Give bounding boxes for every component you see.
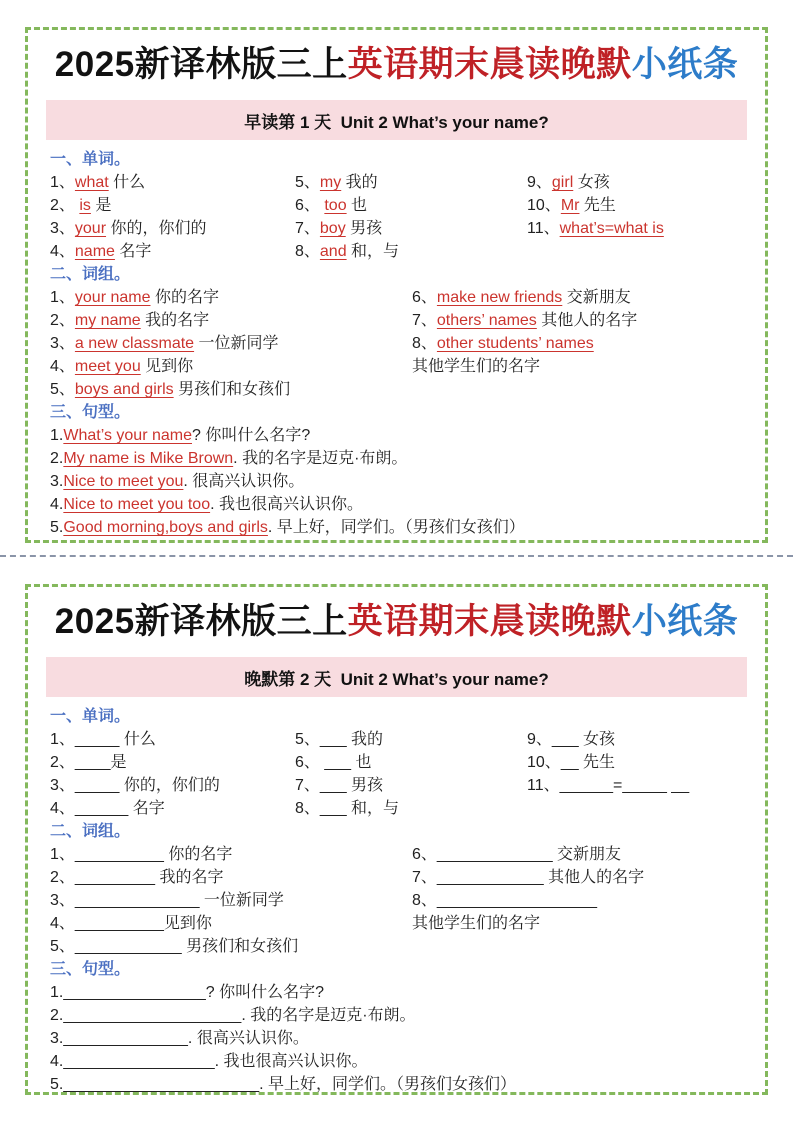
section-words-label: 一、单词。 xyxy=(50,151,131,168)
item-chinese: 我的名字是迈克·布朗。 xyxy=(245,1007,416,1024)
word-item xyxy=(527,217,755,240)
word-item xyxy=(50,171,295,194)
answer-blank: _________________ xyxy=(63,1053,215,1070)
sentence-item xyxy=(50,470,755,493)
item-number: 6、 xyxy=(295,754,325,771)
item-punct: . xyxy=(233,450,238,467)
item-chinese: 男孩们和女孩们 xyxy=(173,381,291,398)
item-number: 2. xyxy=(50,450,64,467)
item-number: 7、 xyxy=(295,220,320,237)
item-chinese: 我的名字是迈克·布朗。 xyxy=(237,450,408,467)
item-english: My name is Mike Brown xyxy=(63,450,234,467)
answer-blank: ____________________ xyxy=(63,1007,242,1024)
item-chinese: 女孩 xyxy=(578,731,616,748)
item-chinese: 是 xyxy=(110,754,127,771)
page-cut-divider xyxy=(0,555,793,557)
word-column-2 xyxy=(295,728,527,820)
phrase-column-2 xyxy=(412,843,755,958)
item-chinese: 其他学生们的名字 xyxy=(412,358,541,375)
page-title xyxy=(28,42,765,88)
word-item xyxy=(295,171,527,194)
phrase-item xyxy=(50,355,412,378)
item-chinese: 很高兴认识你。 xyxy=(187,473,305,490)
item-chinese: 也 xyxy=(346,197,368,214)
word-item xyxy=(295,774,527,797)
unit-banner: 晚默第 2 天 Unit 2 What’s your name? xyxy=(46,657,747,697)
sentence-list xyxy=(50,981,755,1095)
word-column-3 xyxy=(527,171,755,263)
item-chinese: 和，与 xyxy=(346,243,400,260)
word-item xyxy=(527,774,755,797)
item-number: 3、 xyxy=(50,777,75,794)
item-english: girl xyxy=(551,174,574,191)
item-number: 6、 xyxy=(412,846,437,863)
item-punct: ? xyxy=(192,427,201,444)
sentence-item xyxy=(50,493,755,516)
item-chinese: 你叫什么名字? xyxy=(200,427,311,444)
phrase-item xyxy=(50,286,412,309)
answer-blank: ___ xyxy=(324,754,352,771)
word-item xyxy=(527,728,755,751)
phrase-item xyxy=(412,866,755,889)
item-chinese: 你的名字 xyxy=(150,289,219,306)
item-chinese: 我的名字 xyxy=(155,869,224,886)
item-number: 3、 xyxy=(50,892,75,909)
word-item xyxy=(295,194,527,217)
phrase-item xyxy=(50,378,412,401)
sheet-content xyxy=(28,705,765,1095)
item-punct: . xyxy=(241,1007,246,1024)
answer-blank: ______ xyxy=(74,800,129,817)
item-number: 2. xyxy=(50,1007,64,1024)
item-english: my xyxy=(319,174,342,191)
item-punct: ? xyxy=(205,984,215,1001)
answer-blank: ______________ xyxy=(63,1030,188,1047)
item-english: what xyxy=(74,174,109,191)
title-subject: 英语期末晨读晚默 xyxy=(347,45,632,84)
item-chinese: 你的，你们的 xyxy=(106,220,207,237)
item-number: 11、 xyxy=(527,777,560,794)
item-chinese: 一位新同学 xyxy=(199,892,284,909)
phrase-list xyxy=(50,843,755,958)
item-english: what’s=what is xyxy=(559,220,664,237)
item-chinese: 交新朋友 xyxy=(552,846,622,863)
item-english: my name xyxy=(74,312,141,329)
item-chinese: 早上好，同学们。（男孩们女孩们） xyxy=(272,519,525,536)
answer-blank: ______________________ xyxy=(63,1076,260,1093)
item-chinese: 见到你 xyxy=(163,915,212,932)
item-english: your name xyxy=(74,289,151,306)
sentence-item xyxy=(50,1027,755,1050)
answer-blank: __________ xyxy=(74,915,164,932)
answer-blank: ___ xyxy=(319,777,347,794)
item-number: 1. xyxy=(50,427,64,444)
word-item xyxy=(295,728,527,751)
item-english: boys and girls xyxy=(74,381,174,398)
phrase-item xyxy=(412,889,755,912)
item-chinese: 是 xyxy=(90,197,112,214)
item-number: 8、 xyxy=(295,800,320,817)
item-number: 4. xyxy=(50,1053,64,1070)
item-number: 1、 xyxy=(50,174,75,191)
phrase-item-continuation xyxy=(412,355,755,378)
section-phrases-label: 二、词组。 xyxy=(50,266,131,283)
item-chinese: 女孩 xyxy=(573,174,610,191)
answer-blank: ___ xyxy=(319,800,347,817)
item-chinese: 见到你 xyxy=(140,358,194,375)
item-chinese: 先生 xyxy=(578,754,616,771)
item-punct: . xyxy=(214,1053,220,1070)
item-punct: . xyxy=(259,1076,264,1093)
section-sentences-label: 三、句型。 xyxy=(50,404,131,421)
item-chinese: 交新朋友 xyxy=(562,289,631,306)
item-punct: . xyxy=(187,1030,193,1047)
answer-blank: _________ xyxy=(74,869,155,886)
item-number: 1、 xyxy=(50,846,75,863)
sentence-list xyxy=(50,424,755,539)
word-item xyxy=(50,240,295,263)
phrase-item xyxy=(50,843,412,866)
item-number: 2、 xyxy=(50,869,75,886)
item-number: 3、 xyxy=(50,335,75,352)
item-number: 5、 xyxy=(295,731,320,748)
word-item xyxy=(527,171,755,194)
title-note-type: 小纸条 xyxy=(631,602,739,641)
item-chinese: 我的名字 xyxy=(140,312,210,329)
item-english: make new friends xyxy=(436,289,563,306)
item-number: 10、 xyxy=(527,754,561,771)
item-number: 6、 xyxy=(412,289,437,306)
item-english: boy xyxy=(319,220,346,237)
sheet-evening-dictation xyxy=(25,584,768,1095)
sheet-morning-reading xyxy=(25,27,768,543)
item-number: 9、 xyxy=(527,731,552,748)
item-number: 9、 xyxy=(527,174,552,191)
word-item xyxy=(295,240,527,263)
title-edition: 2025新译林版三上 xyxy=(54,602,348,641)
item-punct: . xyxy=(210,496,215,513)
phrase-item xyxy=(412,309,755,332)
item-english: Mr xyxy=(560,197,580,214)
item-chinese: 早上好，同学们。（男孩们女孩们） xyxy=(263,1076,517,1093)
item-number: 4、 xyxy=(50,915,75,932)
item-english: name xyxy=(74,243,115,260)
answer-blank: ________________ xyxy=(63,984,206,1001)
item-english: is xyxy=(79,197,91,214)
item-chinese: 男孩 xyxy=(345,220,383,237)
word-column-1 xyxy=(50,728,295,820)
phrase-column-2 xyxy=(412,286,755,401)
word-item xyxy=(295,797,527,820)
phrase-item xyxy=(50,889,412,912)
item-number: 4、 xyxy=(50,243,75,260)
item-number: 7、 xyxy=(295,777,320,794)
item-number: 5、 xyxy=(50,381,75,398)
item-chinese: 我也很高兴认识你。 xyxy=(219,1053,368,1070)
answer-blank: ______=_____ __ xyxy=(559,777,690,794)
item-number: 4、 xyxy=(50,358,75,375)
item-number: 1、 xyxy=(50,289,75,306)
item-number: 8、 xyxy=(412,892,437,909)
item-chinese: 我的 xyxy=(346,731,384,748)
item-number: 6、 xyxy=(295,197,325,214)
item-chinese: 其他人的名字 xyxy=(536,312,638,329)
phrase-item xyxy=(50,935,412,958)
title-edition: 2025新译林版三上 xyxy=(54,45,348,84)
title-subject: 英语期末晨读晚默 xyxy=(347,602,632,641)
item-number: 8、 xyxy=(412,335,437,352)
item-chinese: 男孩们和女孩们 xyxy=(181,938,299,955)
item-number: 3、 xyxy=(50,220,75,237)
item-chinese: 和，与 xyxy=(346,800,400,817)
phrase-item xyxy=(50,866,412,889)
item-english: meet you xyxy=(74,358,141,375)
word-item xyxy=(50,217,295,240)
word-item xyxy=(50,751,295,774)
phrase-column-1 xyxy=(50,286,412,401)
item-chinese: 一位新同学 xyxy=(194,335,279,352)
unit-banner: 早读第 1 天 Unit 2 What’s your name? xyxy=(46,100,747,140)
item-english: What’s your name xyxy=(63,427,192,444)
item-english: Nice to meet you xyxy=(63,473,184,490)
item-number: 4. xyxy=(50,496,64,513)
word-column-2 xyxy=(295,171,527,263)
item-number: 4、 xyxy=(50,800,75,817)
sentence-item xyxy=(50,447,755,470)
item-punct: . xyxy=(183,473,188,490)
item-number: 7、 xyxy=(412,312,437,329)
phrase-item xyxy=(412,843,755,866)
answer-blank: ____________ xyxy=(74,938,182,955)
word-list xyxy=(50,728,755,820)
word-item xyxy=(295,217,527,240)
item-chinese: 你叫什么名字? xyxy=(214,984,324,1001)
answer-blank: _____________ xyxy=(436,846,553,863)
item-number: 5. xyxy=(50,1076,64,1093)
phrase-column-1 xyxy=(50,843,412,958)
item-chinese: 什么 xyxy=(119,731,156,748)
word-item xyxy=(527,751,755,774)
item-chinese: 男孩 xyxy=(346,777,384,794)
answer-blank: ___ xyxy=(551,731,579,748)
item-number: 2、 xyxy=(50,197,80,214)
item-number: 1、 xyxy=(50,731,75,748)
item-number: 8、 xyxy=(295,243,320,260)
answer-blank: ____ xyxy=(74,754,111,771)
item-number: 5. xyxy=(50,519,64,536)
sentence-item xyxy=(50,424,755,447)
word-item xyxy=(50,774,295,797)
word-item xyxy=(50,797,295,820)
item-number: 2、 xyxy=(50,754,75,771)
section-sentences-label: 三、句型。 xyxy=(50,961,131,978)
item-english: others’ names xyxy=(436,312,537,329)
sentence-item xyxy=(50,981,755,1004)
item-number: 3. xyxy=(50,473,64,490)
word-column-1 xyxy=(50,171,295,263)
item-chinese: 其他人的名字 xyxy=(543,869,645,886)
item-chinese: 名字 xyxy=(114,243,152,260)
sentence-item xyxy=(50,516,755,539)
phrase-item-continuation xyxy=(412,912,755,935)
phrase-list xyxy=(50,286,755,401)
answer-blank: ____________ xyxy=(436,869,544,886)
item-chinese: 什么 xyxy=(108,174,146,191)
item-number: 2、 xyxy=(50,312,75,329)
answer-blank: _____ xyxy=(74,777,120,794)
item-english: Good morning,boys and girls xyxy=(63,519,268,536)
sentence-item xyxy=(50,1004,755,1027)
phrase-item xyxy=(412,332,755,355)
title-note-type: 小纸条 xyxy=(631,45,739,84)
section-words-label: 一、单词。 xyxy=(50,708,131,725)
item-english: too xyxy=(324,197,347,214)
item-chinese: 我也很高兴认识你。 xyxy=(214,496,363,513)
page-title xyxy=(28,599,765,645)
item-english: Nice to meet you too xyxy=(63,496,211,513)
phrase-item xyxy=(50,912,412,935)
item-chinese: 名字 xyxy=(128,800,165,817)
item-number: 3. xyxy=(50,1030,64,1047)
phrase-item xyxy=(412,286,755,309)
item-punct: . xyxy=(267,519,273,536)
answer-blank: __________ xyxy=(74,846,164,863)
item-chinese: 你的名字 xyxy=(163,846,233,863)
answer-blank: ______________ xyxy=(74,892,200,909)
sheet-content xyxy=(28,148,765,539)
item-number: 5、 xyxy=(50,938,75,955)
answer-blank: __ xyxy=(560,754,579,771)
item-chinese: 我的 xyxy=(341,174,378,191)
word-column-3 xyxy=(527,728,755,820)
phrase-item xyxy=(50,309,412,332)
item-number: 5、 xyxy=(295,174,320,191)
word-list xyxy=(50,171,755,263)
word-item xyxy=(295,751,527,774)
item-english: and xyxy=(319,243,347,260)
sentence-item xyxy=(50,1073,755,1095)
phrase-item xyxy=(50,332,412,355)
item-number: 11、 xyxy=(527,220,560,237)
item-english: a new classmate xyxy=(74,335,195,352)
answer-blank: __________________ xyxy=(436,892,598,909)
item-chinese: 你的，你们的 xyxy=(119,777,220,794)
item-english: your xyxy=(74,220,107,237)
item-chinese: 先生 xyxy=(579,197,616,214)
item-number: 10、 xyxy=(527,197,561,214)
item-chinese: 很高兴认识你。 xyxy=(192,1030,309,1047)
item-number: 1. xyxy=(50,984,64,1001)
section-phrases-label: 二、词组。 xyxy=(50,823,131,840)
answer-blank: _____ xyxy=(74,731,120,748)
item-number: 7、 xyxy=(412,869,437,886)
sentence-item xyxy=(50,1050,755,1073)
item-chinese: 也 xyxy=(351,754,372,771)
item-english: other students’ names xyxy=(436,335,594,352)
item-chinese: 其他学生们的名字 xyxy=(412,915,541,932)
answer-blank: ___ xyxy=(319,731,347,748)
word-item xyxy=(50,728,295,751)
word-item xyxy=(50,194,295,217)
word-item xyxy=(527,194,755,217)
